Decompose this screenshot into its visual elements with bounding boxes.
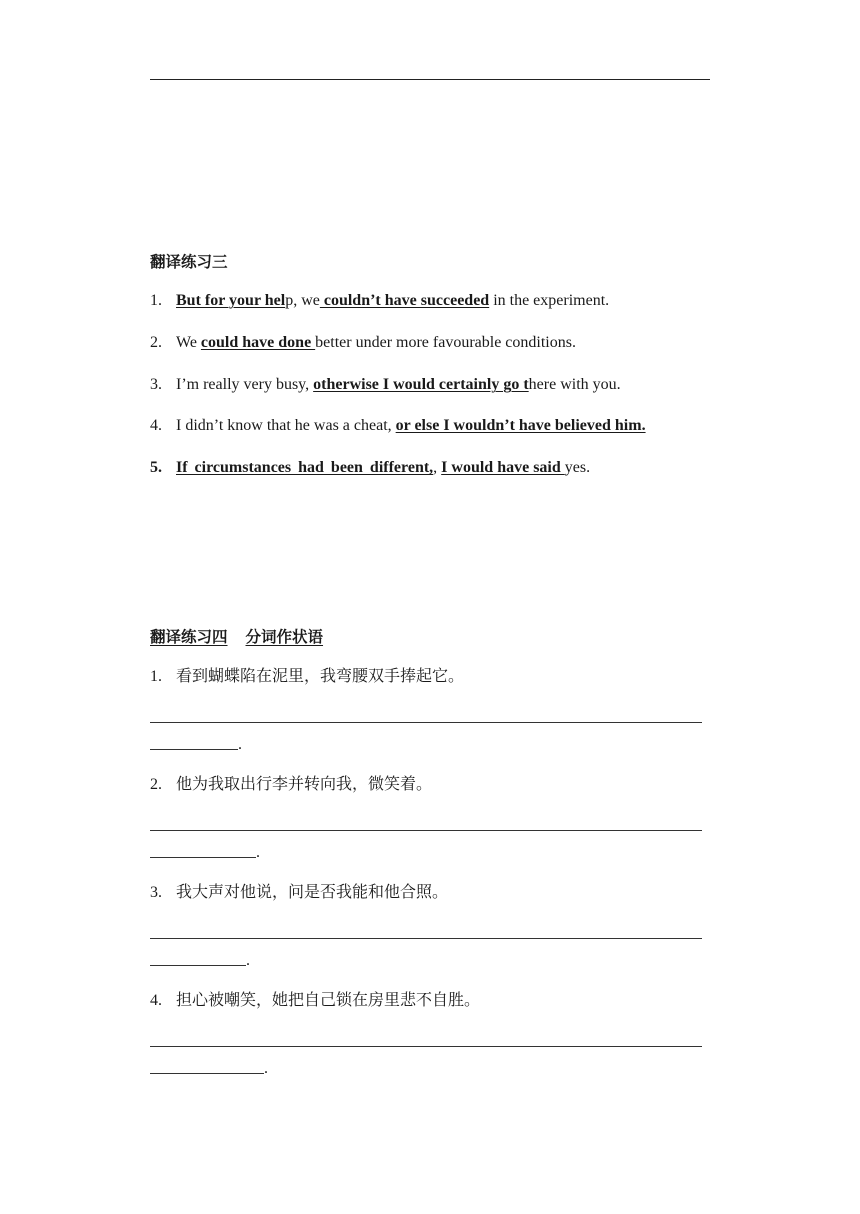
section4-heading bbox=[150, 625, 323, 647]
sentence-text: here with you. bbox=[528, 376, 621, 393]
answer-line[interactable] bbox=[150, 965, 246, 966]
item-number: 1. bbox=[150, 292, 162, 309]
prompt-text: 担心被嘲笑，她把自己锁在房里悲不自胜。 bbox=[176, 990, 481, 1009]
item-number: 1. bbox=[150, 668, 162, 685]
item-number: 4. bbox=[150, 417, 162, 434]
section3-item-2 bbox=[150, 333, 576, 353]
item-number: 3. bbox=[150, 376, 162, 393]
period: . bbox=[256, 844, 260, 861]
section3-item-5 bbox=[150, 458, 590, 478]
section4-item-3 bbox=[150, 882, 448, 903]
sentence-text: p, we bbox=[285, 292, 320, 309]
answer-line[interactable] bbox=[150, 938, 702, 939]
answer-line[interactable] bbox=[150, 722, 702, 723]
sentence-text: in the experiment. bbox=[489, 292, 610, 309]
answer-text: or else I wouldn’t have believed him. bbox=[395, 417, 646, 434]
prompt-text: 看到蝴蝶陷在泥里，我弯腰双手捧起它。 bbox=[176, 666, 465, 685]
sentence-text: I’m really very busy, bbox=[176, 376, 314, 393]
section4-item-4 bbox=[150, 990, 480, 1011]
answer-line[interactable] bbox=[150, 830, 702, 831]
answer-text: could have done bbox=[200, 334, 316, 351]
prompt-text: 我大声对他说，问是否我能和他合照。 bbox=[176, 882, 449, 901]
section3-title: 翻译练习三 bbox=[150, 253, 228, 271]
section4-item-1 bbox=[150, 666, 464, 687]
section3-item-4 bbox=[150, 416, 646, 436]
section3-item-3 bbox=[150, 375, 621, 395]
period: . bbox=[246, 952, 250, 969]
section4-item-2 bbox=[150, 774, 432, 795]
sentence-text: yes. bbox=[564, 459, 591, 476]
section4-subtitle: 分词作状语 bbox=[245, 628, 324, 646]
sentence-text: , bbox=[433, 459, 442, 476]
item-number: 2. bbox=[150, 776, 162, 793]
section4-title: 翻译练习四 bbox=[150, 628, 228, 646]
header-rule bbox=[150, 79, 710, 80]
answer-text: But for your hel bbox=[176, 292, 286, 309]
answer-line[interactable] bbox=[150, 749, 238, 750]
answer-line[interactable] bbox=[150, 1046, 702, 1047]
section3-item-1 bbox=[150, 291, 609, 311]
answer-text: If circumstances had been different, bbox=[176, 459, 434, 476]
answer-line[interactable] bbox=[150, 857, 256, 858]
answer-text: couldn’t have succeeded bbox=[319, 292, 490, 309]
prompt-text: 他为我取出行李并转向我，微笑着。 bbox=[176, 774, 433, 793]
period: . bbox=[264, 1060, 268, 1077]
sentence-text: better under more favourable conditions. bbox=[315, 334, 576, 351]
sentence-text: I didn’t know that he was a cheat, bbox=[176, 417, 396, 434]
answer-text: I would have said bbox=[441, 459, 565, 476]
item-number: 3. bbox=[150, 884, 162, 901]
period: . bbox=[238, 736, 242, 753]
answer-line[interactable] bbox=[150, 1073, 264, 1074]
item-number: 2. bbox=[150, 334, 162, 351]
sentence-text: We bbox=[176, 334, 201, 351]
item-number: 5. bbox=[150, 459, 162, 476]
answer-text: otherwise I would certainly go t bbox=[313, 376, 529, 393]
item-number: 4. bbox=[150, 992, 162, 1009]
